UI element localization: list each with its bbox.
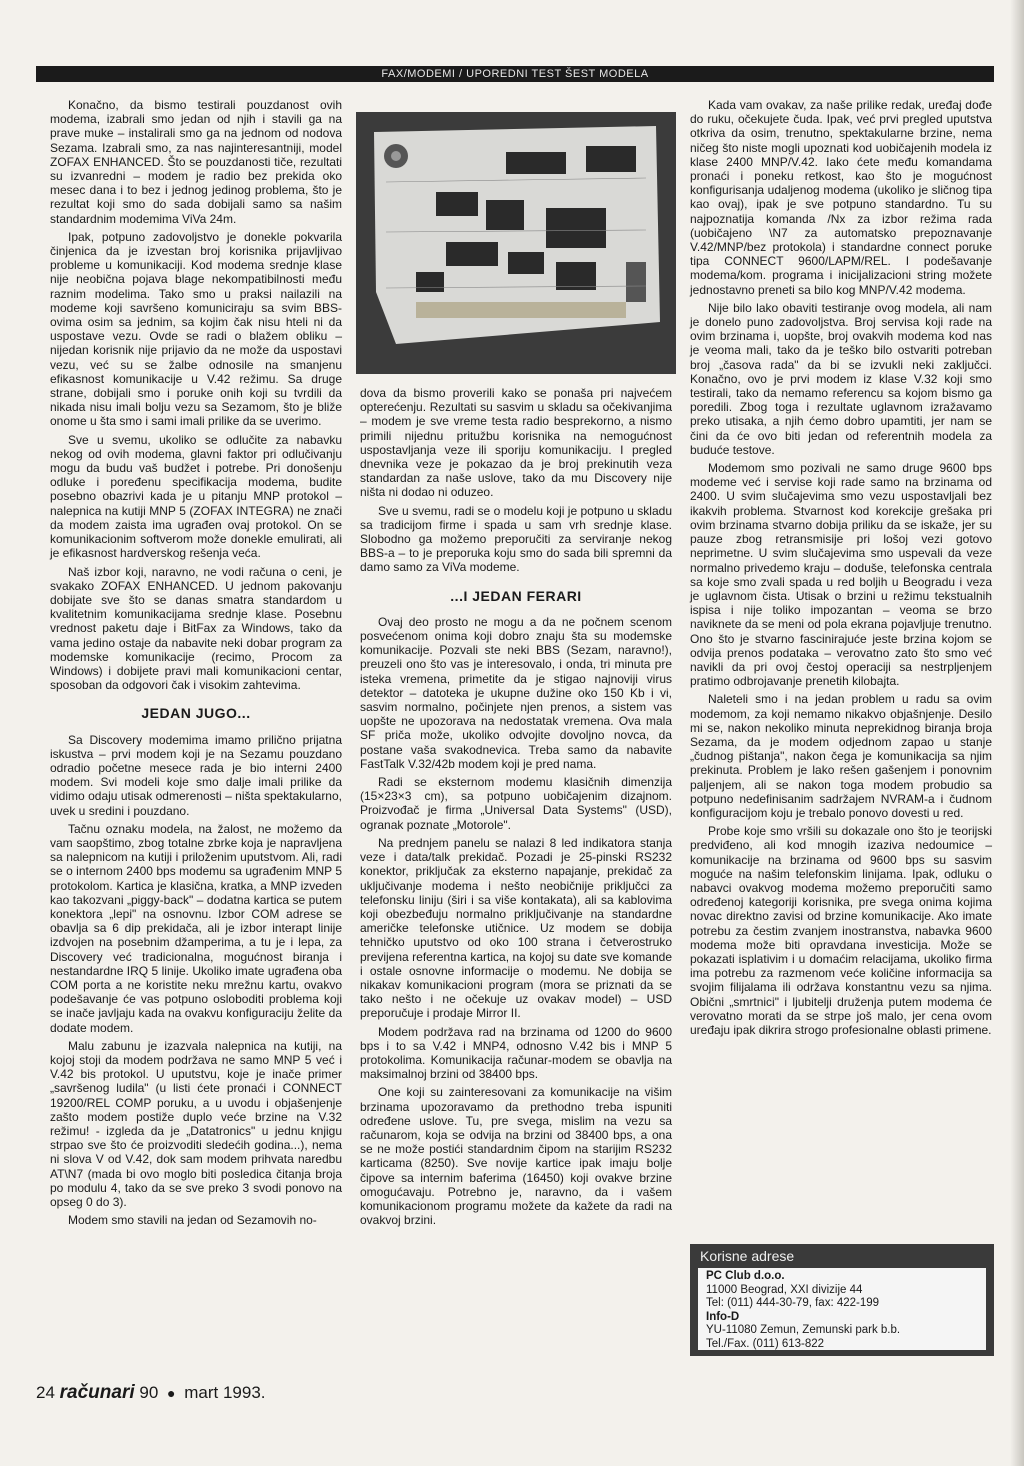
bullet-icon: ● [167, 1385, 176, 1401]
issue-number: 90 [139, 1383, 159, 1402]
useful-addresses-box [690, 1244, 994, 1356]
paragraph: Kada vam ovakav, za naše prilike redak, uređaj dođe do ruku, očekujete čuda. Ipak, već prvi pregled uputstva otkriva da osim, trenutno, spektakularne brzine, nema ničeg što niste mogli upoznati kod uobičajenih modela iz klase 2400 MNP/V.42. Iako ćete među komandama pronaći i poneku retkost, kao što je mogućnost konfigurisanja udaljenog modema (ukoliko je sličnog tipa kao ovaj), ipak je sve potpuno standardno. Tu su najpoznatija komanda /Nx za izbor režima rada (uobičajeno \N7 za automatsko prepoznavanje V.42/MNP/bez protokola) i standardne connect poruke tipa CONNECT 9600/LAPM/REL. I podešavanje modema/kom. programa i inicijalizacioni string možete jednostavno preneti sa bilo kog MNP/V.42 modema. [690, 98, 992, 297]
address-line: Tel: (011) 444-30-79, fax: 422-199 [706, 1297, 880, 1309]
magazine-logo: računari [59, 1382, 135, 1403]
paragraph: Probe koje smo vršili su dokazale ono što je teorijski predviđeno, ali kod mnogih izaziva nedoumice – komunikacije na brzinama od 9600 bps su sasvim moguće na našim telefonskim linijama. Ipak, odluku o nabavci ovakvog modema možemo preporučiti samo određenoj kategoriji korisnika, pre svega onima kojima novac direktno zavisi od brzine komunikacije. Ako imate potrebu za čestim zvanjem inostranstva, nabavka 9600 modema može biti opravdana investicija. Može se pokazati isplativim i u domaćim relacijama, ukoliko firma ima potrebu za razmenom veće količine informacija sa svojim filijalama ili održava konstantnu vezu sa njima. Obični „smrtnici" i ljubitelji druženja putem modema će verovatno morati da se strpe još malo, jer cena ovom uređaju ipak dikrira strogo profesionalne oblasti primene. [690, 824, 992, 1037]
column-left [50, 98, 342, 1231]
section-heading-ferari: ...I JEDAN FERARI [450, 587, 582, 604]
paragraph: Radi se eksternom modemu klasičnih dimenzija (15×23×3 cm), sa potpuno uobičajenim dizajnom. Proizvođač je firma „Universal Data Systems" (USD), ogranak poznate „Motorole". [360, 775, 672, 832]
section-heading-jugo: JEDAN JUGO... [141, 705, 251, 722]
address-org: PC Club d.o.o. [706, 1270, 785, 1282]
page-spine-shadow [1010, 0, 1024, 1466]
paragraph: Ipak, potpuno zadovoljstvo je donekle pokvarila činjenica da je izvestan broj korisnika prijavljivao probleme u komunikaciji. Kod modema srednje klase nije neobična pojava blage nekompatibilnosti među raznim modelima. Tako smo u praksi nailazili na modeme koji savršeno komuniciraju sa svim BBS-ovima osim sa jednim, sa kojim čak nisu hteli ni da uspostave vezu. Ovde se radi o blažem obliku – nijedan korisnik nije prijavio da ne može da uspostavi vezu, već su se žalbe odnosile na smanjenu efikasnost komunikacije u V.42 režimu. Sa druge strane, dobijali smo i poruke onih koji su tvrdili da nikada nisu imali bolju vezu sa Sezamom, što je bliže onome u šta smo i sami imali prilike da se uverimo. [50, 229, 342, 429]
paragraph: Sa Discovery modemima imamo prilično prijatna iskustva – prvi modem koji je na Sezamu pouzdano odradio početne mesece rada je bio interni 2400 modem. Svi modeli koje smo dalje imali prilike da vidimo odaju utisak odmerenosti – ništa spektakularno, uvek u sredini i pouzdano. [50, 732, 342, 818]
paragraph: Naleteli smo i na jedan problem u radu sa ovim modemom, za koji nemamo nikakvo objašnjenje. Desilo mi se, nakon nekoliko minuta neprekidnog biranja broja Sezama, da je modem odjednom zapao u stanje „čudnog pištanja", nakon čega je komunikacija sa njim prekinuta. Problem je lako rešen gašenjem i ponovnim paljenjem, ali se nakon toga modem probudio sa potpuno nedefinisanim sadržajem NVRAM-a i čudnom konfiguracijom koju je trebalo ponovo dovesti u red. [690, 692, 992, 820]
paragraph: Na prednjem panelu se nalazi 8 led indikatora stanja veze i data/talk prekidač. Pozadi je 25-pinski RS232 konektor, priključak za eksterno napajanje, prekidač za uključivanje modema i nešto neobičnije priključci za telefonsku liniju (širi i sa više kontakata), ali sa kablovima koji obezbeđuju normalno priključivanje na standardne američke telefonske utičnice. Uz modem se dobija tehničko uputstvo od oko 100 strana i četverostruko previjena referentna kartica, na kojoj su date sve komande i ostale osnovne informacije o modemu. Ne dobija se nikakav komunikacioni program (mora se priznati da se tako nešto i ne očekuje uz ovakav model) – USD preporučuje i prodaje Mirror II. [360, 835, 672, 1021]
paragraph: Malu zabunu je izazvala nalepnica na kutiji, na kojoj stoji da modem podržava ne samo MNP 5 već i V.42 bis protokol. U uputstvu, koje je inače primer „savršenog ludila" (u listi ćete pronaći i CONNECT 19200/REL COMP poruku, a u uvodu i objašenjenje zašto modem postiže duplo veće brzine na V.32 režimu! - izgleda da je „Datatronics" u jednu knjigu strpao sve što će proizvoditi sledećih godina...), nema ni slova V od V.42, dok sam modem prihvata naredbu AT\N7 (mada bi ovo moglo biti posledica čitanja broja po modulu 4, tako da se sve preko 3 svodi ponovo na opseg 0 do 3). [50, 1038, 342, 1210]
addresses-title: Korisne adrese [700, 1248, 795, 1264]
column-right [690, 98, 992, 1041]
paragraph: Sve u svemu, ukoliko se odlučite za nabavku nekog od ovih modema, glavni faktor pri odlučivanju mogu da budu vaš budžet i potrebe. Pri donošenju odluke i poređenu specifikacija modema, budite posebno obazrivi kada je u pitanju MNP protokol – nalepnica na kutiji MNP 5 (ZOFAX INTEGRA) ne znači da modem zaista ima ugrađen ovaj protokol. On se komunikacionim softverom može donekle emulirati, ali je efikasnost hardverskog rešenja veća. [50, 432, 342, 561]
paragraph: One koji su zainteresovani za komunikacije na višim brzinama upozoravamo da prethodno treba ispuniti određene uslove. Tu, pre svega, mislim na vezu sa računarom, koja se odvija na brzini od 38400 bps, a ona se ne može postići standardnim čipom na starijim RS232 karticama (8250). Sve novije kartice ipak imaju bolje čipove sa internim baferima (16450) koji ovakve brzine omogućavaju. Potrebno je, naravno, da i vašem komunikacionom programu možete da kažete da radi na ovakvoj brzini. [360, 1085, 672, 1228]
paragraph: Modem podržava rad na brzinama od 1200 do 9600 bps i to sa V.42 i MNP4, odnosno V.42 bis i MNP 5 protokolima. Komunikacija računar-modem se obavlja na maksimalnoj brzini od 38400 bps. [360, 1024, 672, 1082]
address-line: Tel./Fax. (011) 613-822 [706, 1337, 825, 1350]
paragraph: dova da bismo proverili kako se ponaša pri najvećem opterećenju. Rezultati su sasvim u skladu sa očekivanjima – modem je sve vreme testa radio besprekorno, a nismo primili nijednu pritužbu korisnika na nemogućnost uspostavljanja veze ili sporiju komunikaciju. I pregled dnevnika veze je pokazao da je broj prekinutih veza standardan za naše uslove, tako da mu Discovery nije ništa ni dodao ni oduzeo. [360, 386, 672, 500]
paragraph: Modemom smo pozivali ne samo druge 9600 bps modeme već i servise koji rade samo na brzinama od 2400. U svim slučajevima smo vezu uspostavljali bez ikakvih problema. Stvarnost kod korekcije grešaka pri ovim brzinama stvarno dobija priliku da se iskaže, jer su pauze zbog retransmisije pri lošoj vezi gotovo neprimetne. U svim slučajevima smo uspevali da veze normalno privedemo kraju – doduše, telefonska centrala sa koje smo zvali spada u red boljih u Beogradu i veza je uglavnom čista. Utisak o brzini u režimu tekstualnih ispisa i nije toliko impozantan – veoma se brzo naviknete da se meni od pola ekrana pojavljuje trenutno. Ono što je stvarno fascinirajuće jeste brzina kojom se odvija prenos podataka – verovatno zato što smo već navikli da pri ovoj čestoj operaciji sa nestrpljenjem pratimo odbrojavanje prenetih kilobajta. [690, 461, 992, 689]
paragraph: Nije bilo lako obaviti testiranje ovog modela, ali nam je donelo puno zadovoljstva. Broj servisa koji rade na ovim brzinama i, uopšte, broj ovakvih modema kod nas je veoma mali, tako da je teško bilo ostvariti potreban broj „časova rada" da bi se izvukli neki zaključci. Konačno, ovo je prvi modem iz klase V.32 koji smo testirali, tako da nemamo referencu sa kojom bismo ga poredili. Zbog toga i rezultate uglavnom izražavamo preko utisaka, a njih ćemo dobro upamtiti, jer nam se čini da će ovo biti jedan od referentnih modela za buduće testove. [690, 300, 992, 457]
address-line: YU-11080 Zemun, Zemunski park b.b. [706, 1324, 901, 1336]
page-footer [36, 1380, 266, 1406]
page-number: 24 [36, 1383, 55, 1402]
address-org: Info-D [706, 1310, 740, 1323]
paragraph: Tačnu oznaku modela, na žalost, ne možemo da vam saopštimo, zbog totalne zbrke koja je napravljena sa nalepnicom na kutiji i priloženim uputstvom. Ali, radi se o internom 2400 bps modemu sa ugrađenim MNP 5 protokolom. Kartica je klasična, kratka, a MNP izveden kao takozvani „piggy-back" – dodatna kartica se putem konektora „lepi" na osnovnu. Izbor COM adrese se obavlja sa 6 dip prekidača, ali je izbor interapt linije izdvojen na posebnim džamperima, a tu je i lepa, za Discovery već tradicionalna, mogućnost biranja i nestandardne IRQ 5 linije. Ukoliko imate ugrađena oba COM porta a ne koristite neku mrežnu kartu, ovakvo podešavanje će vas potpuno osloboditi problema koji se inače javljaju kada na ovakvu konfiguraciju želite da dodate modem. [50, 821, 342, 1035]
paragraph: Naš izbor koji, naravno, ne vodi računa o ceni, je svakako ZOFAX ENHANCED. U jednom pakovanju dobijate sve što se danas smatra standardom u kvalitetnim komunikacijama srednje klase. Posebnu vrednost paketu daje i BitFax za Windows, tako da vama jedino ostaje da nabavite neki dobar program za modemske komunikacije (recimo, Procom za Windows) i dobijete pravi mali komunikacioni centar, sposoban da odgovori čak i visokim zahtevima. [50, 564, 342, 693]
address-line: 11000 Beograd, XXI divizije 44 [706, 1283, 863, 1296]
section-header: FAX/MODEMI / UPOREDNI TEST ŠEST MODELA [36, 66, 994, 82]
modem-card-photo [356, 112, 676, 374]
paragraph: Sve u svemu, radi se o modelu koji je potpuno u skladu sa tradicijom firme i spada u sam vrh srednje klase. Slobodno ga možemo preporučiti za serviranje nekog BBS-a – to je preporuka koju smo do sada bili spremni da damo samo za ViVa modeme. [360, 503, 672, 575]
paragraph: Ovaj deo prosto ne mogu a da ne počnem scenom posvećenom onima koji dobro znaju šta su modemske komunikacije. Pozvali ste neki BBS (Sezam, naravno!), preuzeli ono što vas je interesovalo, i onda, tri minuta pre isteka vremena, primetite da je stigao najnoviji virus detektor – datoteka je ukupne dužine oko 150 Kb i vi, sasvim normalno, počinjete njen prenos, a sistem vas uopšte ne upozorava na nedostatak vremena. Ova mala SF priča može, ukoliko odvojite dovoljno novca, da postane vaša svakodnevica. Treba samo da nabavite FastTalk V.32/42b modem koji je pred nama. [360, 614, 672, 771]
paragraph: Modem smo stavili na jedan od Sezamovih no- [68, 1213, 317, 1228]
addresses-list [698, 1268, 986, 1350]
paragraph: Konačno, da bismo testirali pouzdanost ovih modema, izabrali smo jedan od njih i stavili ga na prave muke – instalirali smo ga na jednom od nodova Sezama. Izabrali smo, za nas najinteresantniji, model ZOFAX ENHANCED. Što se pouzdanosti tiče, rezultati su izvanredni – modem je radio bez prekida oko mesec dana i to bez i jednog jedinog problema, što je rezultat koji smo do sada dobijali samo sa našim standardnim modemima ViVa 24m. [50, 98, 342, 226]
circuit-board-image [356, 112, 676, 374]
issue-date: mart 1993. [184, 1383, 266, 1402]
column-middle [360, 386, 672, 1231]
